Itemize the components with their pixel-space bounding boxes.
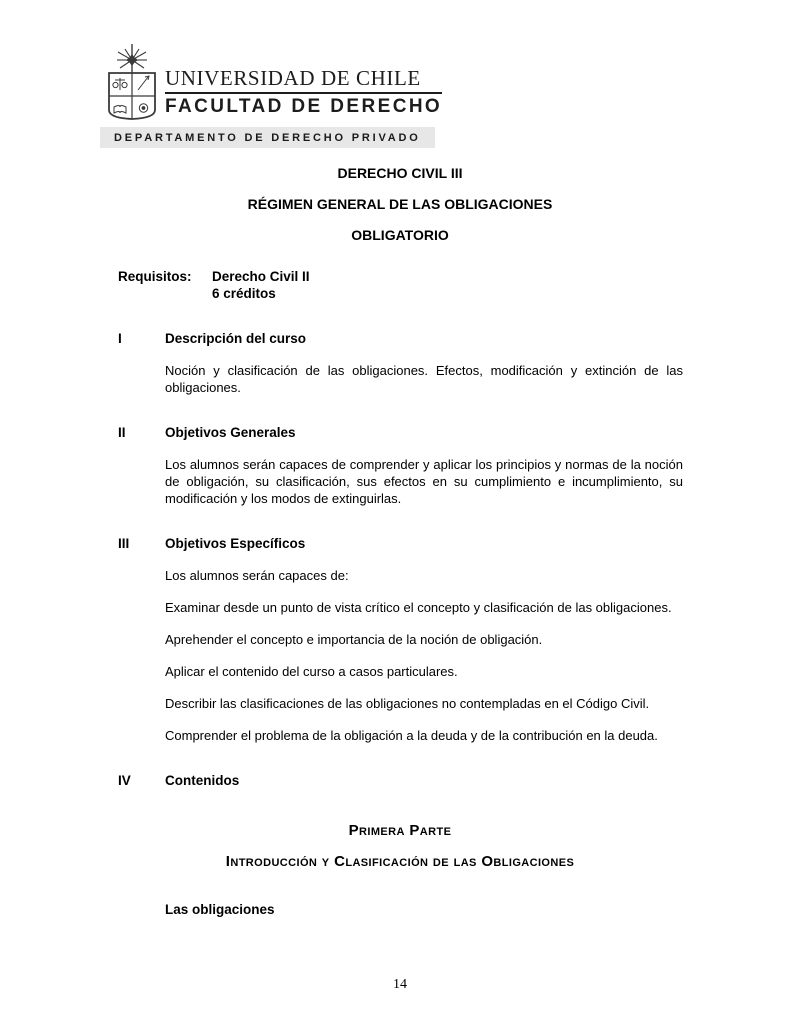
paragraph: Examinar desde un punto de vista crítico el concepto y clasificación de las obligaciones. (165, 600, 672, 615)
section-contenidos (118, 772, 683, 789)
university-logo (105, 44, 800, 120)
section-title: Descripción del curso (165, 331, 307, 346)
section-title: Contenidos (165, 773, 240, 788)
paragraph: Aplicar el contenido del curso a casos particulares. (165, 664, 458, 679)
part-subtitle: Introducción y Clasificación de las Obligaciones (225, 853, 575, 870)
department-banner: DEPARTAMENTO DE DERECHO PRIVADO (100, 127, 435, 148)
part-title: Primera Parte (348, 822, 452, 839)
course-title: DERECHO CIVIL III (337, 165, 463, 181)
subsection-title: Las obligaciones (165, 902, 275, 917)
course-subtitle: RÉGIMEN GENERAL DE LAS OBLIGACIONES (247, 196, 553, 212)
university-name: UNIVERSIDAD DE CHILE (165, 66, 442, 94)
section-heading (118, 330, 683, 347)
section-objetivos-especificos (118, 535, 683, 744)
section-heading (118, 424, 683, 441)
paragraph: Aprehender el concepto e importancia de la noción de obligación. (165, 632, 543, 647)
section-title: Objetivos Generales (165, 425, 296, 440)
section-numeral: I (118, 331, 122, 346)
section-heading (118, 772, 683, 789)
section-body (165, 362, 683, 396)
course-titles (0, 164, 800, 244)
page-header (0, 0, 800, 148)
section-numeral: III (118, 536, 130, 551)
requisites-label: Requisitos: (118, 269, 192, 284)
faculty-name: FACULTAD DE DERECHO (165, 96, 443, 117)
page-number: 14 (393, 977, 407, 992)
course-modality: OBLIGATORIO (351, 227, 449, 243)
section-numeral: II (118, 425, 126, 440)
requisites-block (118, 268, 683, 302)
requisites-values (212, 268, 310, 302)
paragraph: Comprender el problema de la obligación a la deuda y de la contribución en la deuda. (165, 728, 658, 743)
requisite-credits: 6 créditos (212, 286, 276, 301)
section-body (165, 456, 683, 507)
section-heading (118, 535, 683, 552)
paragraph: Los alumnos serán capaces de comprender y aplicar los principios y normas de la noción de obligación, su clasificación, sus efectos en su cumplimiento e incumplimiento, su modificación y los modos de extinguirlas. (165, 457, 683, 506)
university-name-block (165, 66, 442, 120)
section-numeral: IV (118, 773, 131, 788)
section-descripcion (118, 330, 683, 396)
section-objetivos-generales (118, 424, 683, 507)
university-crest-icon (105, 44, 159, 120)
requisite-course: Derecho Civil II (212, 269, 310, 284)
section-title: Objetivos Específicos (165, 536, 306, 551)
section-body (165, 567, 683, 744)
paragraph: Noción y clasificación de las obligaciones. Efectos, modificación y extinción de las obligaciones. (165, 363, 683, 395)
paragraph: Describir las clasificaciones de las obligaciones no contempladas en el Código Civil. (165, 696, 650, 711)
paragraph: Los alumnos serán capaces de: (165, 568, 349, 583)
